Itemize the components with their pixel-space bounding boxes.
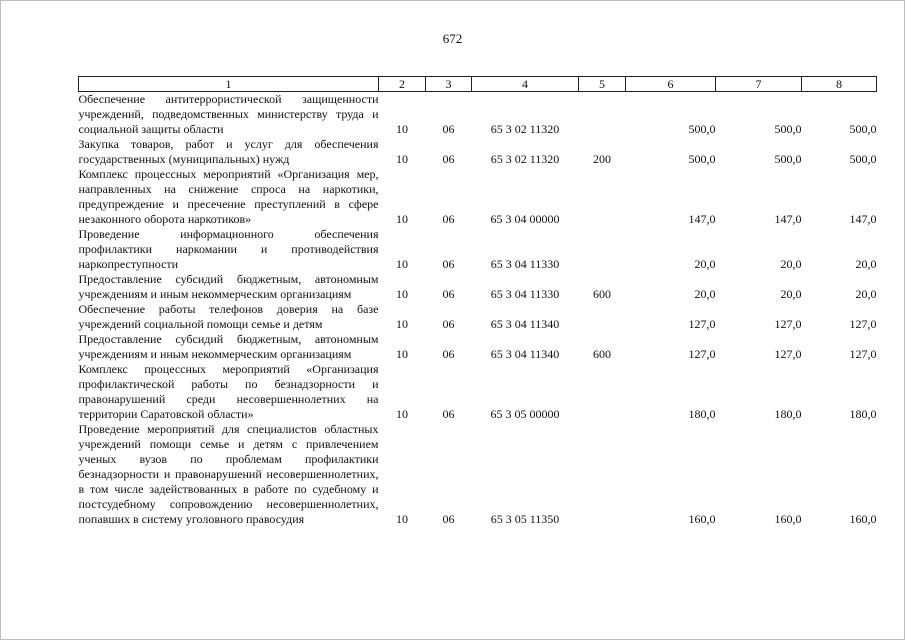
row-name: Предоставление субсидий бюджетным, автономным учреждениям и иным некоммерческим организациям — [78, 272, 379, 301]
cell-target-article: 65 3 04 00000 — [490, 212, 560, 226]
cell-amount-2: 500,0 — [774, 122, 802, 136]
header-cell: 4 — [472, 77, 579, 92]
cell-expense-type — [579, 302, 626, 332]
header-row — [79, 77, 877, 92]
header-cell: 3 — [426, 77, 472, 92]
header-cell: 2 — [379, 77, 426, 92]
cell-amount-1: 180,0 — [688, 407, 716, 421]
cell-amount-1: 500,0 — [688, 122, 716, 136]
row-name: Закупка товаров, работ и услуг для обеспечения государственных (муниципальных) нужд — [78, 137, 379, 166]
cell-section: 10 — [396, 287, 408, 301]
table-row — [79, 332, 877, 362]
cell-amount-2: 147,0 — [774, 212, 802, 226]
header-cell: 8 — [802, 77, 877, 92]
table-row — [79, 137, 877, 167]
cell-target-article: 65 3 05 00000 — [490, 407, 560, 421]
cell-section: 10 — [396, 152, 408, 166]
row-name: Проведение информационного обеспечения профилактики наркомании и противодействия наркопреступности — [78, 227, 379, 271]
cell-amount-1: 500,0 — [688, 152, 716, 166]
cell-target-article: 65 3 04 11330 — [490, 287, 560, 301]
cell-amount-3: 160,0 — [849, 512, 877, 526]
cell-target-article: 65 3 04 11340 — [490, 317, 560, 331]
cell-amount-2: 160,0 — [774, 512, 802, 526]
cell-subsection: 06 — [442, 347, 455, 361]
cell-target-article: 65 3 02 11320 — [490, 122, 560, 136]
cell-subsection: 06 — [442, 152, 455, 166]
cell-subsection: 06 — [442, 212, 455, 226]
cell-expense-type: 600 — [593, 287, 611, 301]
cell-section: 10 — [396, 512, 408, 526]
cell-target-article: 65 3 04 11340 — [490, 347, 560, 361]
table-row — [79, 167, 877, 227]
cell-subsection: 06 — [442, 407, 455, 421]
cell-expense-type — [579, 422, 626, 527]
cell-target-article: 65 3 02 11320 — [490, 152, 560, 166]
cell-section: 10 — [396, 347, 408, 361]
cell-target-article: 65 3 05 11350 — [490, 512, 560, 526]
cell-subsection: 06 — [442, 512, 455, 526]
cell-amount-2: 20,0 — [780, 257, 802, 271]
cell-amount-3: 180,0 — [849, 407, 877, 421]
table-row — [79, 272, 877, 302]
cell-section: 10 — [396, 407, 408, 421]
cell-expense-type — [579, 362, 626, 422]
header-cell: 5 — [579, 77, 626, 92]
cell-section: 10 — [396, 317, 408, 331]
cell-amount-2: 180,0 — [774, 407, 802, 421]
cell-section: 10 — [396, 257, 408, 271]
cell-subsection: 06 — [442, 257, 455, 271]
cell-amount-1: 127,0 — [688, 347, 716, 361]
cell-amount-2: 127,0 — [774, 317, 802, 331]
cell-target-article: 65 3 04 11330 — [490, 257, 560, 271]
cell-expense-type: 600 — [593, 347, 611, 361]
cell-section: 10 — [396, 122, 408, 136]
header-cell: 1 — [79, 77, 379, 92]
header-cell: 7 — [716, 77, 802, 92]
table-row — [79, 302, 877, 332]
row-name: Проведение мероприятий для специалистов областных учреждений помощи семье и детям с привлечением ученых вузов по проблемам профилактики безнадзорности и правонарушений несовершеннолетних, в том числе задействованных в работе по судебному и постсудебному сопровождению несовершеннолетних, попавших в систему уголовного правосудия — [78, 422, 379, 526]
cell-section: 10 — [396, 212, 408, 226]
cell-amount-2: 127,0 — [774, 347, 802, 361]
cell-amount-2: 500,0 — [774, 152, 802, 166]
table-row — [79, 422, 877, 527]
page-number: 672 — [442, 31, 463, 46]
row-name: Обеспечение антитеррористической защищенности учреждений, подведомственных министерству труда и социальной защиты области — [78, 92, 379, 136]
cell-amount-2: 20,0 — [780, 287, 802, 301]
cell-amount-1: 20,0 — [694, 257, 716, 271]
cell-expense-type: 200 — [593, 152, 611, 166]
budget-table — [78, 76, 877, 527]
table-row — [79, 227, 877, 272]
cell-amount-1: 160,0 — [688, 512, 716, 526]
cell-amount-3: 127,0 — [849, 317, 877, 331]
cell-expense-type — [579, 92, 626, 138]
cell-amount-1: 147,0 — [688, 212, 716, 226]
cell-expense-type — [579, 227, 626, 272]
cell-amount-3: 20,0 — [855, 257, 877, 271]
cell-amount-3: 20,0 — [855, 287, 877, 301]
cell-amount-3: 147,0 — [849, 212, 877, 226]
cell-amount-1: 20,0 — [694, 287, 716, 301]
cell-amount-3: 500,0 — [849, 152, 877, 166]
row-name: Комплекс процессных мероприятий «Организация мер, направленных на снижение спроса на наркотики, предупреждение и пресечение преступлений в сфере незаконного оборота наркотиков» — [78, 167, 379, 226]
row-name: Предоставление субсидий бюджетным, автономным учреждениям и иным некоммерческим организациям — [78, 332, 379, 361]
row-name: Обеспечение работы телефонов доверия на базе учреждений социальной помощи семье и детям — [78, 302, 379, 331]
header-cell: 6 — [626, 77, 716, 92]
row-name: Комплекс процессных мероприятий «Организация профилактической работы по безнадзорности и правонарушений среди несовершеннолетних на территории Саратовской области» — [78, 362, 379, 421]
cell-subsection: 06 — [442, 122, 455, 136]
cell-subsection: 06 — [442, 287, 455, 301]
cell-subsection: 06 — [442, 317, 455, 331]
cell-amount-3: 127,0 — [849, 347, 877, 361]
cell-amount-3: 500,0 — [849, 122, 877, 136]
table-row — [79, 362, 877, 422]
table-row — [79, 92, 877, 138]
cell-amount-1: 127,0 — [688, 317, 716, 331]
cell-expense-type — [579, 167, 626, 227]
